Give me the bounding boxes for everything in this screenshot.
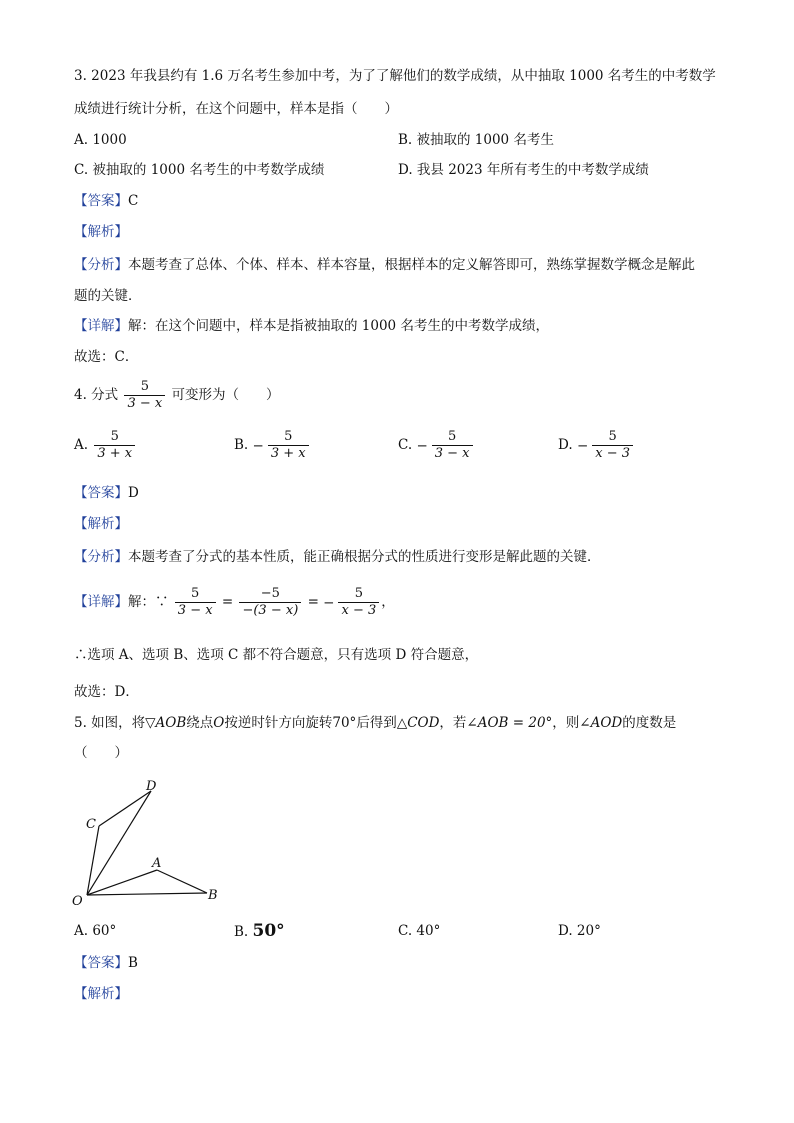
q5-text: 按逆时针方向旋转 — [224, 715, 333, 731]
option-value: 50° — [252, 921, 285, 941]
frac-denominator: x − 3 — [338, 602, 379, 619]
option-label: C. — [398, 437, 413, 453]
answer-tag: 【答案】 — [74, 193, 128, 209]
q5-triangle-cod: △COD — [396, 715, 440, 731]
q4-fraction — [124, 379, 165, 412]
segment-ob — [87, 893, 207, 895]
fenxi-tag: 【分析】 — [74, 257, 128, 273]
option-label: B. — [234, 437, 249, 453]
frac-numerator: 5 — [447, 429, 457, 444]
q3-analysis-tag — [74, 222, 128, 242]
q3-stem-line2: 成绩进行统计分析，在这个问题中，样本是指（ ） — [74, 101, 398, 117]
q5-angle: 70° — [332, 715, 357, 731]
q4-option-d — [558, 427, 635, 464]
q4-answer — [74, 483, 139, 503]
equals-sign: = — [221, 594, 234, 610]
frac-numerator: 5 — [110, 429, 119, 444]
q3-fenxi-line2: 题的关键． — [74, 288, 142, 304]
q5-option-a: A. 60° — [74, 923, 117, 939]
option-fraction — [432, 429, 473, 462]
q5-text: ，则 — [552, 715, 580, 731]
q4-suffix: 可变形为（ ） — [171, 387, 280, 403]
detail-text: 解：在这个问题中，样本是指被抽取的 1000 名考生的中考数学成绩， — [128, 318, 549, 334]
frac-denominator: 3 − x — [175, 602, 216, 619]
q3-option-d: D. 我县 2023 年所有考生的中考数学成绩 — [398, 162, 649, 178]
detail-tag: 【详解】 — [74, 594, 128, 610]
q5-text: 后得到 — [356, 715, 397, 731]
frac-denominator: 3 − x — [432, 445, 473, 462]
label-c: C — [86, 817, 96, 832]
q3-fenxi-line1 — [74, 255, 695, 275]
q5-point-o: O — [213, 715, 225, 731]
minus-sign: − — [323, 594, 335, 611]
frac-denominator: 3 + x — [268, 445, 309, 462]
q4-option-c — [398, 427, 475, 464]
q5-option-b — [234, 921, 285, 942]
answer-value: D — [128, 485, 139, 501]
option-fraction — [592, 429, 633, 462]
q5-stem-line2: （ ） — [74, 745, 128, 761]
q3-stem-line1: 3. 2023 年我县约有 1.6 万名考生参加中考，为了了解他们的数学成绩，从中抽取 1000 名考生的中考数学 — [74, 68, 716, 84]
frac-numerator: 5 — [608, 429, 617, 444]
q4-option-b — [234, 427, 311, 464]
segment-ab — [157, 870, 207, 893]
fenxi-tag: 【分析】 — [74, 549, 128, 565]
q3-option-c: C. 被抽取的 1000 名考生的中考数学成绩 — [74, 162, 325, 178]
equals-sign: = — [307, 594, 319, 610]
answer-value: C — [128, 193, 139, 209]
q4-option-a — [74, 427, 137, 463]
q4-conclusion: 故选：D． — [74, 684, 139, 700]
label-o: O — [72, 894, 83, 909]
eq-fraction-1 — [175, 586, 216, 619]
frac-denominator: 3 + x — [94, 445, 135, 462]
frac-denominator: x − 3 — [592, 445, 633, 462]
q5-condition: ∠AOB = 20° — [466, 715, 553, 731]
q3-option-b: B. 被抽取的 1000 名考生 — [398, 132, 554, 148]
q5-text: 绕点 — [186, 715, 214, 731]
q4-detail — [74, 584, 395, 621]
detail-prefix: 解：∵ — [128, 594, 169, 610]
analysis-tag: 【解析】 — [74, 986, 128, 1002]
answer-tag: 【答案】 — [74, 955, 128, 971]
q5-text: ，若 — [439, 715, 467, 731]
analysis-tag: 【解析】 — [74, 224, 128, 240]
fenxi-text: 本题考查了分式的基本性质，能正确根据分式的性质进行变形是解此题的关键． — [128, 549, 601, 565]
q5-answer — [74, 953, 138, 973]
q5-option-c: C. 40° — [398, 923, 441, 939]
comma: ， — [381, 594, 395, 610]
frac-numerator: 5 — [191, 586, 200, 601]
eq-fraction-2 — [239, 586, 301, 619]
q4-prefix: 4. 分式 — [74, 387, 119, 403]
q5-stem-line1 — [74, 713, 676, 733]
option-fraction — [268, 429, 309, 462]
frac-numerator: 5 — [354, 586, 363, 601]
frac-numerator: 5 — [140, 379, 149, 394]
q4-therefore: ∴选项 A、选项 B、选项 C 都不符合题意，只有选项 D 符合题意， — [74, 647, 479, 663]
q4-stem — [74, 377, 280, 413]
label-d: D — [146, 779, 157, 794]
answer-tag: 【答案】 — [74, 485, 128, 501]
label-a: A — [152, 856, 162, 871]
answer-value: B — [128, 955, 138, 971]
frac-numerator: −5 — [260, 586, 280, 601]
segment-oa — [87, 870, 157, 895]
q3-conclusion: 故选：C． — [74, 349, 139, 365]
segment-cd — [99, 791, 151, 826]
analysis-tag: 【解析】 — [74, 516, 128, 532]
option-label: A. — [74, 437, 89, 453]
option-fraction — [94, 429, 135, 462]
minus-sign: − — [576, 437, 589, 454]
label-b: B — [208, 888, 218, 903]
option-label: D. — [558, 437, 573, 453]
frac-denominator: −(3 − x) — [239, 602, 301, 619]
q3-option-a: A. 1000 — [74, 132, 127, 148]
q5-ask-angle: ∠AOD — [579, 715, 623, 731]
option-label: B. — [234, 924, 249, 940]
q3-detail — [74, 316, 549, 336]
detail-tag: 【详解】 — [74, 318, 128, 334]
q5-text: 5. 如图，将 — [74, 715, 146, 731]
q5-figure — [66, 772, 236, 912]
minus-sign: − — [416, 437, 428, 454]
q4-fenxi — [74, 547, 601, 567]
frac-denominator: 3 − x — [124, 395, 165, 412]
q4-analysis-tag — [74, 514, 128, 534]
q5-triangle-aob: ▽AOB — [145, 715, 187, 731]
q5-option-d: D. 20° — [558, 923, 601, 939]
frac-numerator: 5 — [284, 429, 293, 444]
eq-fraction-3 — [338, 586, 379, 619]
q5-text: 的度数是 — [622, 715, 677, 731]
fenxi-text: 本题考查了总体、个体、样本、样本容量，根据样本的定义解答即可，熟练掌握数学概念是解此 — [128, 257, 695, 273]
minus-sign: − — [252, 437, 264, 454]
q3-answer — [74, 191, 138, 211]
q5-analysis-tag — [74, 984, 128, 1004]
